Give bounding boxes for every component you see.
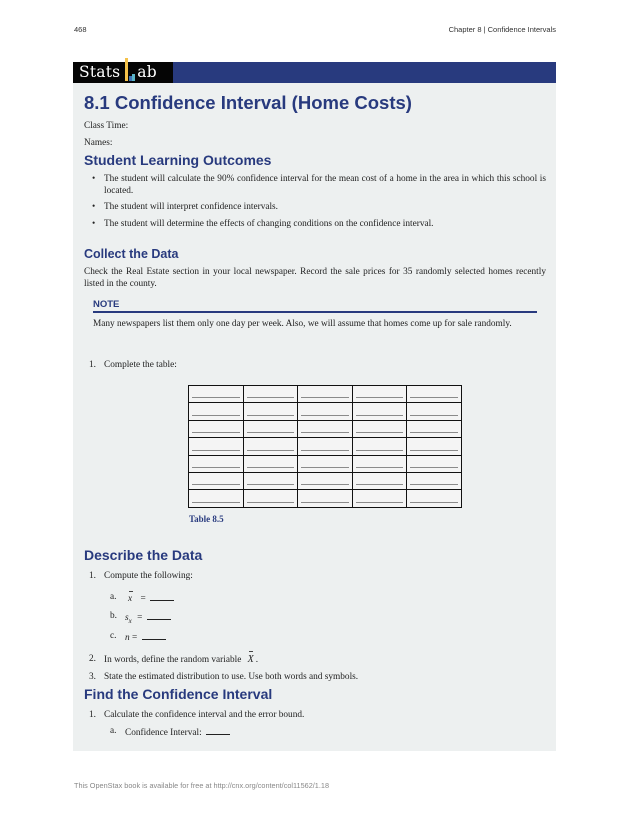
- sub-letter: a.: [110, 592, 117, 602]
- note-label: NOTE: [93, 299, 120, 310]
- step-text: [104, 654, 258, 665]
- table-cell[interactable]: [407, 420, 462, 437]
- table-cell[interactable]: [189, 438, 244, 455]
- cell-blank-line: [192, 432, 240, 433]
- cell-blank-line: [410, 502, 458, 503]
- s-symbol: s: [125, 613, 129, 623]
- cell-blank-line: [410, 484, 458, 485]
- note-text: Many newspapers list them only one day per week. Also, we will assume that homes come up for sale randomly.: [93, 319, 512, 329]
- step-number: 1.: [89, 360, 96, 370]
- bullet-icon: •: [92, 219, 96, 229]
- cell-blank-line: [192, 397, 240, 398]
- table-cell[interactable]: [407, 490, 462, 507]
- cell-blank-line: [192, 415, 240, 416]
- table-cell[interactable]: [189, 490, 244, 507]
- cell-blank-line: [356, 484, 404, 485]
- table-cell[interactable]: [243, 455, 298, 472]
- cell-blank-line: [301, 397, 349, 398]
- bullet-icon: •: [92, 202, 96, 212]
- cell-blank-line: [192, 467, 240, 468]
- cell-blank-line: [301, 415, 349, 416]
- step-suffix: .: [255, 655, 259, 665]
- equals-sign: =: [140, 594, 146, 604]
- cell-blank-line: [356, 450, 404, 451]
- running-head: Chapter 8 | Confidence Intervals: [448, 25, 556, 34]
- table-cell[interactable]: [407, 438, 462, 455]
- cell-blank-line: [247, 415, 295, 416]
- table-cell[interactable]: [352, 455, 407, 472]
- cell-blank-line: [301, 432, 349, 433]
- confidence-interval-label: Confidence Interval:: [125, 728, 202, 738]
- cell-blank-line: [301, 450, 349, 451]
- confidence-interval-field[interactable]: [125, 726, 230, 738]
- table-row: [189, 438, 462, 455]
- page-number: 468: [74, 25, 87, 34]
- page-footer: This OpenStax book is available for free at http://cnx.org/content/col11562/1.18: [74, 781, 330, 790]
- table-cell[interactable]: [298, 403, 353, 420]
- table-cell[interactable]: [298, 472, 353, 489]
- logo-bar-teal: [132, 74, 135, 81]
- table-cell[interactable]: [298, 455, 353, 472]
- bullet-icon: •: [92, 174, 96, 184]
- answer-blank[interactable]: [142, 631, 166, 640]
- x-bar-symbol: x: [128, 594, 133, 604]
- outcome-item: The student will determine the effects of changing conditions on the confidence interval.: [104, 219, 434, 229]
- sample-size-field[interactable]: [125, 631, 166, 643]
- cell-blank-line: [301, 484, 349, 485]
- table-cell[interactable]: [189, 472, 244, 489]
- cell-blank-line: [192, 450, 240, 451]
- stats-lab-logo: [73, 62, 173, 83]
- outcome-item: The student will calculate the 90% confidence interval for the mean cost of a home in the area in which this school is located.: [104, 174, 546, 196]
- equals-sign: =: [131, 633, 138, 643]
- table-cell[interactable]: [189, 455, 244, 472]
- cell-blank-line: [247, 397, 295, 398]
- table-cell[interactable]: [352, 438, 407, 455]
- x-subscript: x: [128, 616, 132, 625]
- table-row: [189, 386, 462, 403]
- table-cell[interactable]: [352, 420, 407, 437]
- table-cell[interactable]: [298, 438, 353, 455]
- sub-letter: b.: [110, 611, 117, 621]
- names-label: Names:: [84, 138, 113, 148]
- step-text: Complete the table:: [104, 360, 177, 370]
- collect-paragraph: Check the Real Estate section in your local newspaper. Record the sale prices for 35 randomly selected homes recently listed in the county.: [84, 267, 546, 289]
- table-cell[interactable]: [352, 490, 407, 507]
- table-cell[interactable]: [298, 490, 353, 507]
- stats-lab-banner: [73, 62, 556, 83]
- table-cell[interactable]: [352, 403, 407, 420]
- collect-heading: Collect the Data: [84, 247, 179, 261]
- note-rule: [93, 311, 537, 313]
- table-row: [189, 490, 462, 507]
- table-cell[interactable]: [407, 455, 462, 472]
- step-text: Calculate the confidence interval and the error bound.: [104, 710, 305, 720]
- cell-blank-line: [410, 415, 458, 416]
- cell-blank-line: [247, 450, 295, 451]
- table-cell[interactable]: [243, 490, 298, 507]
- data-entry-table: [188, 385, 462, 508]
- mean-field[interactable]: [128, 592, 174, 604]
- table-cell[interactable]: [189, 420, 244, 437]
- n-symbol: n: [125, 633, 130, 643]
- table-row: [189, 455, 462, 472]
- table-cell[interactable]: [189, 386, 244, 403]
- table-row: [189, 420, 462, 437]
- step-number: 2.: [89, 654, 96, 664]
- cell-blank-line: [356, 502, 404, 503]
- step-number: 3.: [89, 672, 96, 682]
- outcome-item: The student will interpret confidence intervals.: [104, 202, 278, 212]
- table-cell[interactable]: [298, 386, 353, 403]
- table-caption: Table 8.5: [189, 514, 224, 524]
- table-cell[interactable]: [243, 420, 298, 437]
- table-cell[interactable]: [352, 386, 407, 403]
- table-row: [189, 403, 462, 420]
- class-time-label: Class Time:: [84, 121, 129, 131]
- x-bar-random-variable: X: [247, 654, 254, 665]
- table-cell[interactable]: [243, 386, 298, 403]
- cell-blank-line: [192, 484, 240, 485]
- cell-blank-line: [247, 432, 295, 433]
- table-cell[interactable]: [243, 472, 298, 489]
- step-text: Compute the following:: [104, 571, 193, 581]
- cell-blank-line: [356, 467, 404, 468]
- table-cell[interactable]: [352, 472, 407, 489]
- sub-letter: c.: [110, 631, 117, 641]
- step-number: 1.: [89, 571, 96, 581]
- cell-blank-line: [247, 502, 295, 503]
- step-number: 1.: [89, 710, 96, 720]
- cell-blank-line: [356, 415, 404, 416]
- logo-text-stats: Stats: [79, 62, 121, 81]
- table-cell[interactable]: [243, 438, 298, 455]
- logo-bar-tall: [125, 58, 128, 81]
- cell-blank-line: [410, 467, 458, 468]
- std-dev-field[interactable]: [125, 611, 171, 625]
- answer-blank[interactable]: [150, 592, 174, 601]
- cell-blank-line: [301, 467, 349, 468]
- sub-letter: a.: [110, 726, 117, 736]
- table-cell[interactable]: [189, 403, 244, 420]
- outcomes-heading: Student Learning Outcomes: [84, 152, 272, 168]
- answer-blank[interactable]: [147, 611, 171, 620]
- equals-sign: =: [137, 613, 143, 623]
- cell-blank-line: [192, 502, 240, 503]
- cell-blank-line: [410, 397, 458, 398]
- step-text: State the estimated distribution to use. Use both words and symbols.: [104, 672, 359, 682]
- cell-blank-line: [356, 432, 404, 433]
- cell-blank-line: [410, 432, 458, 433]
- find-heading: Find the Confidence Interval: [84, 686, 273, 702]
- table-cell[interactable]: [407, 472, 462, 489]
- answer-blank[interactable]: [206, 726, 230, 735]
- table-cell[interactable]: [298, 420, 353, 437]
- table-row: [189, 472, 462, 489]
- table-cell[interactable]: [407, 403, 462, 420]
- cell-blank-line: [410, 450, 458, 451]
- bar-chart-l-icon: [124, 65, 136, 81]
- logo-text-ab: ab: [137, 62, 157, 81]
- table-cell[interactable]: [243, 403, 298, 420]
- step-text-body: In words, define the random variable: [104, 655, 242, 665]
- cell-blank-line: [247, 484, 295, 485]
- describe-heading: Describe the Data: [84, 547, 203, 563]
- lab-title: 8.1 Confidence Interval (Home Costs): [84, 92, 412, 113]
- table-cell[interactable]: [407, 386, 462, 403]
- cell-blank-line: [356, 397, 404, 398]
- cell-blank-line: [301, 502, 349, 503]
- cell-blank-line: [247, 467, 295, 468]
